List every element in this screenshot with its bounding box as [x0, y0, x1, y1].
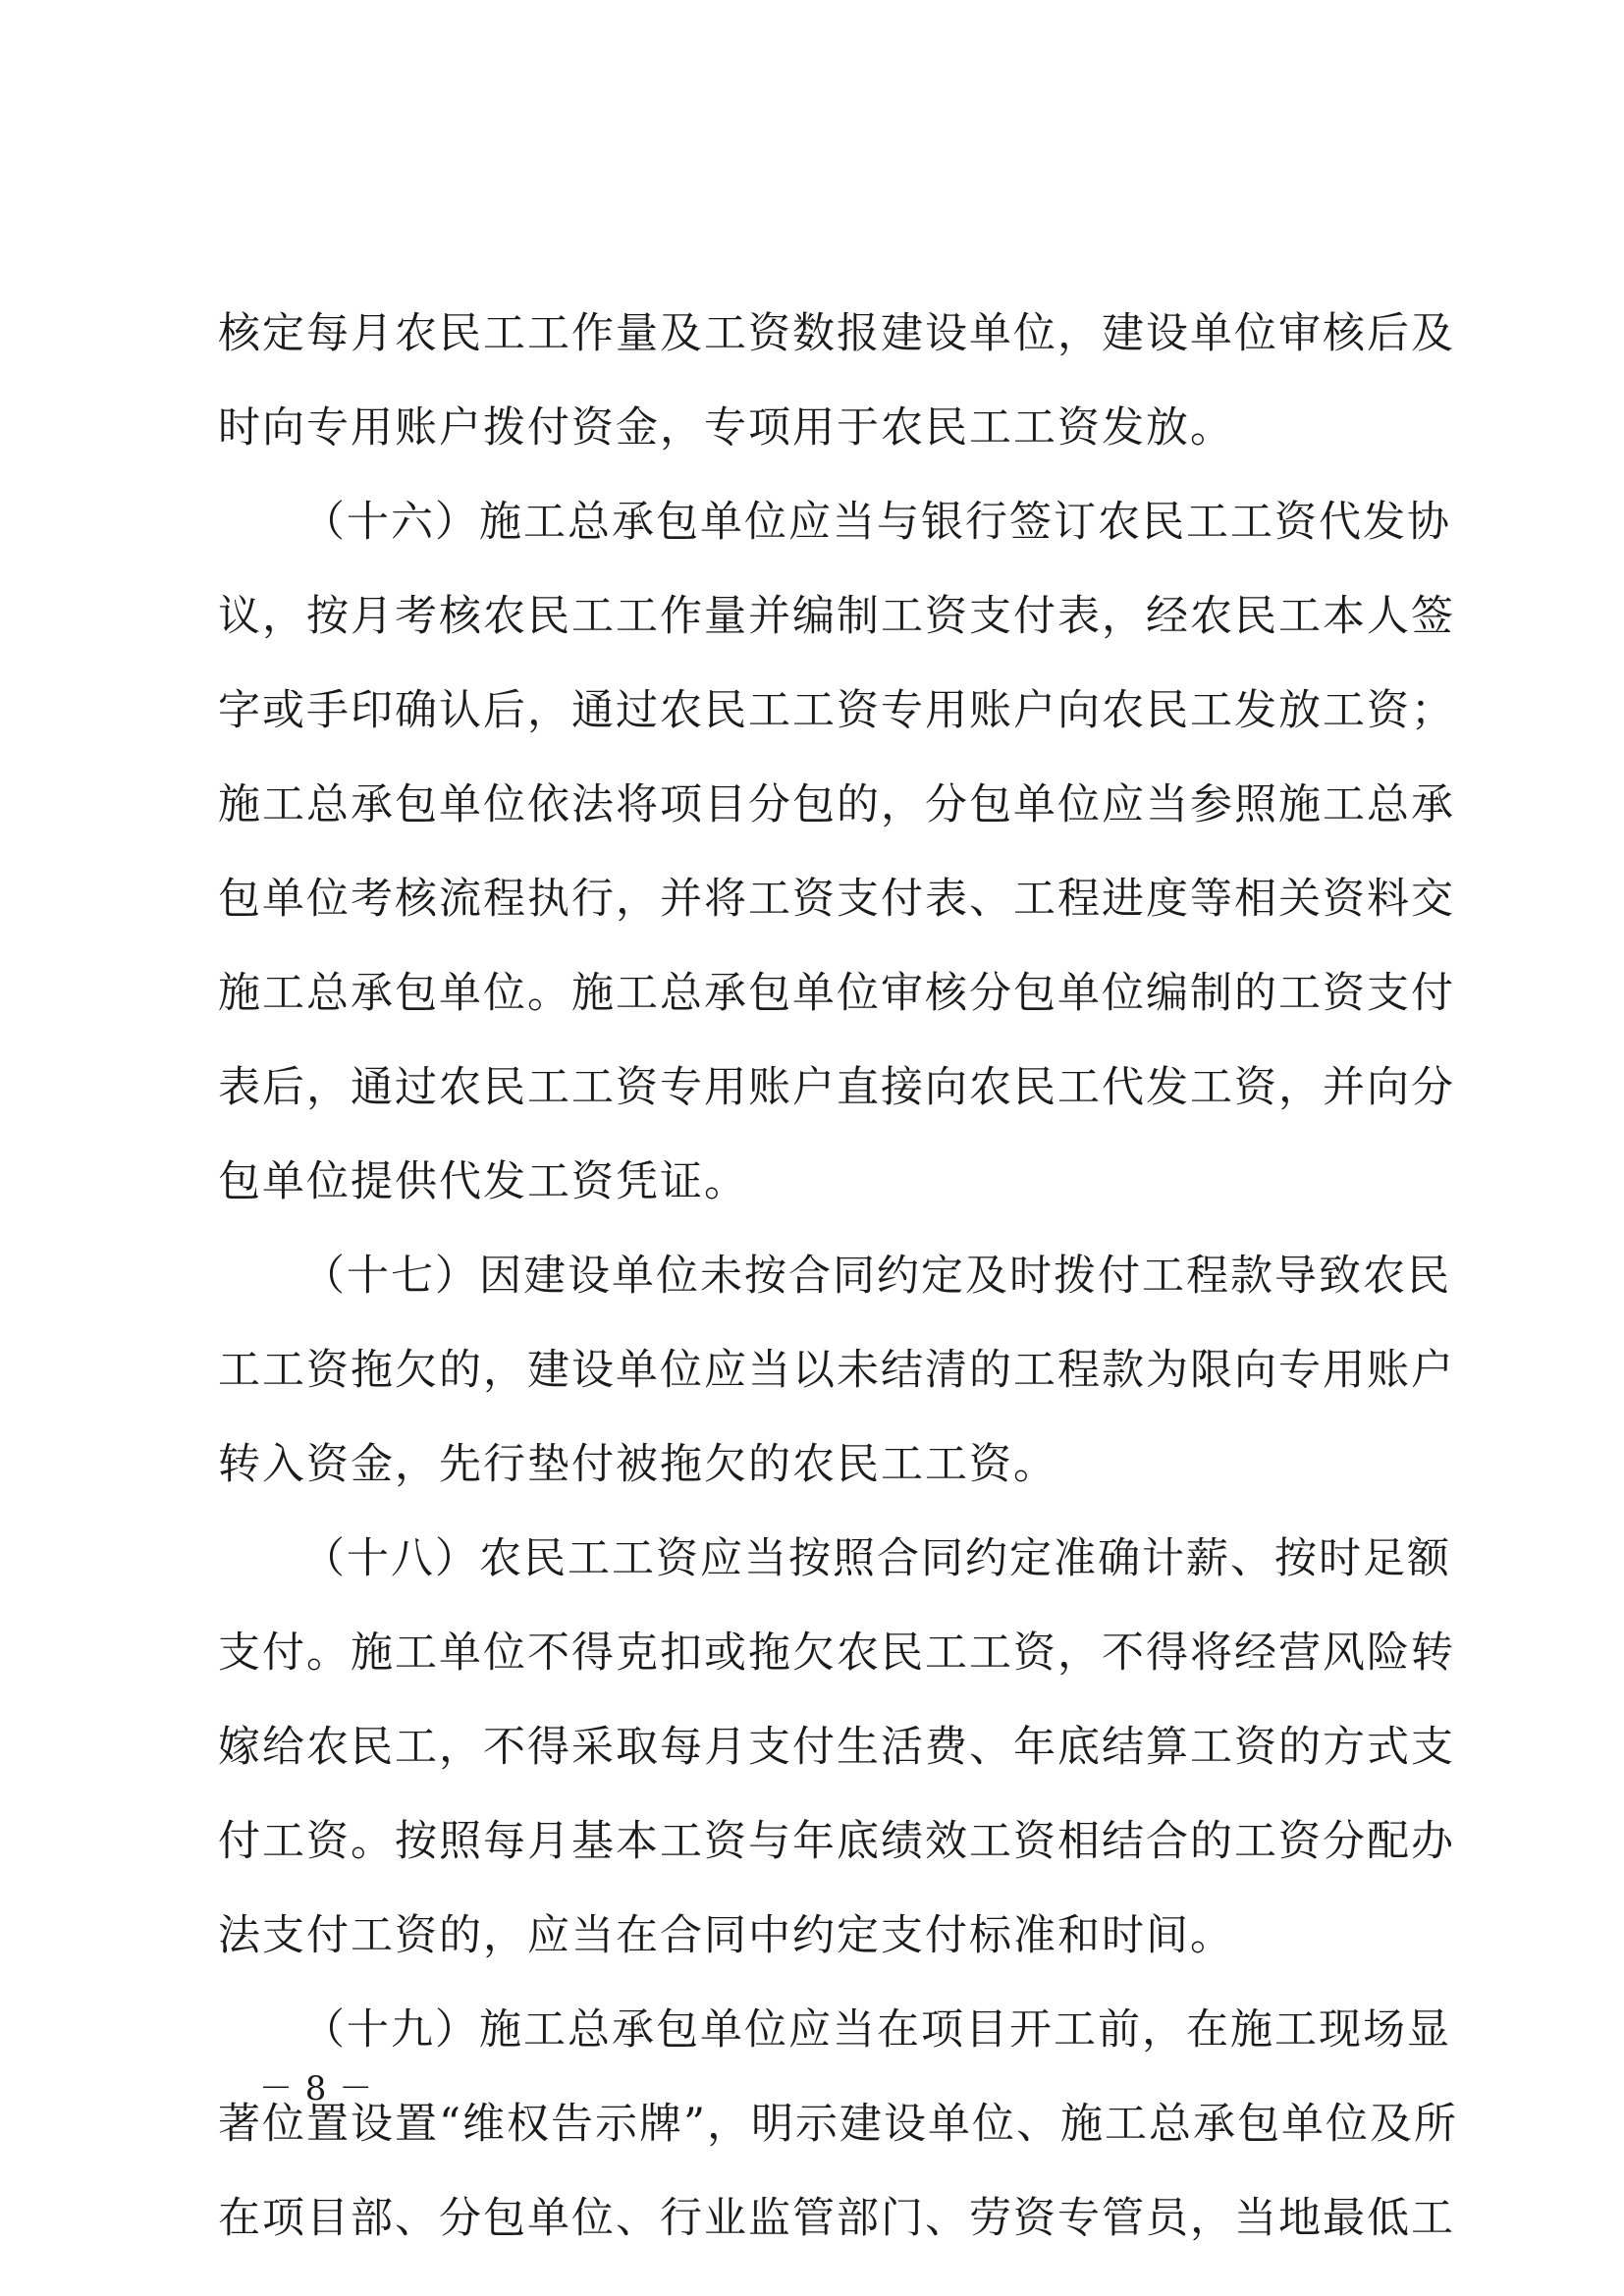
text-line: 表后，通过农民工工资专用账户直接向农民工代发工资，并向分 [218, 1063, 1455, 1112]
text-line: 字或手印确认后，通过农民工工资专用账户向农民工发放工资； [218, 686, 1455, 735]
text-line: 包单位提供代发工资凭证。 [218, 1157, 748, 1206]
text-line: 时向专用账户拨付资金，专项用于农民工工资发放。 [218, 403, 1234, 453]
text-line: 核定每月农民工工作量及工资数报建设单位，建设单位审核后及 [218, 309, 1455, 358]
page-number: － 8 － [259, 2069, 374, 2109]
text-line: 法支付工资的，应当在合同中约定支付标准和时间。 [218, 1911, 1234, 1960]
text-line: 在项目部、分包单位、行业监管部门、劳资专管员，当地最低工 [218, 2194, 1455, 2243]
text-line: 施工总承包单位依法将项目分包的，分包单位应当参照施工总承 [218, 780, 1455, 829]
paragraph-18-start: （十八）农民工工资应当按照合同约定准确计薪、按时足额 [302, 1534, 1451, 1583]
text-line: 施工总承包单位。施工总承包单位审核分包单位编制的工资支付 [218, 969, 1455, 1018]
paragraph-19-start: （十九）施工总承包单位应当在项目开工前，在施工现场显 [302, 2005, 1451, 2055]
text-line: 付工资。按照每月基本工资与年底绩效工资相结合的工资分配办 [218, 1817, 1455, 1866]
text-line: 支付。施工单位不得克扣或拖欠农民工工资，不得将经营风险转 [218, 1629, 1455, 1678]
text-line: 包单位考核流程执行，并将工资支付表、工程进度等相关资料交 [218, 875, 1455, 924]
text-line: 著位置设置“维权告示牌”，明示建设单位、施工总承包单位及所 [218, 2100, 1458, 2149]
text-line: 嫁给农民工，不得采取每月支付生活费、年底结算工资的方式支 [218, 1723, 1455, 1772]
text-line: 工工资拖欠的，建设单位应当以未结清的工程款为限向专用账户 [218, 1346, 1455, 1395]
text-line: 议，按月考核农民工工作量并编制工资支付表，经农民工本人签 [218, 592, 1455, 641]
paragraph-17-start: （十七）因建设单位未按合同约定及时拨付工程款导致农民 [302, 1252, 1451, 1301]
text-line: 转入资金，先行垫付被拖欠的农民工工资。 [218, 1440, 1057, 1489]
paragraph-16-start: （十六）施工总承包单位应当与银行签订农民工工资代发协 [302, 498, 1451, 547]
body-text [218, 302, 1458, 2281]
